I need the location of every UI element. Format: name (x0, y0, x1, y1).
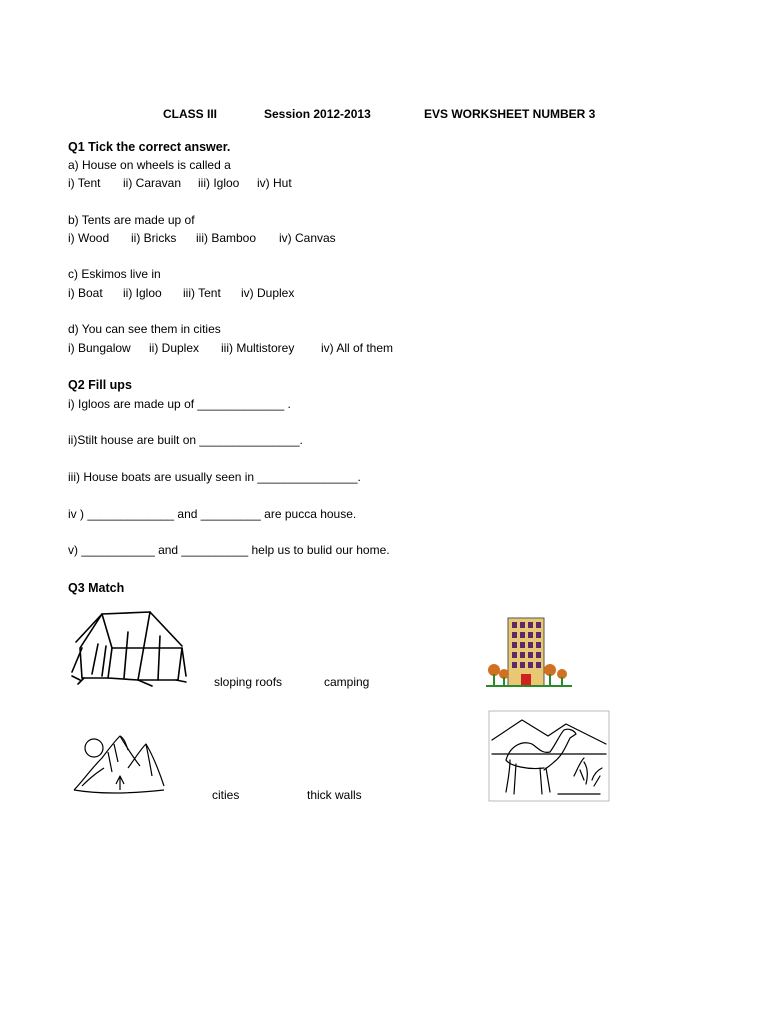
option: iii) Bamboo (196, 231, 257, 245)
q2-item: iv ) _____________ and _________ are pucca house. (68, 507, 357, 521)
q1b-options (0, 232, 768, 246)
q1-title: Q1 Tick the correct answer. (68, 140, 231, 154)
q2-item: ii)Stilt house are built on _______________. (68, 433, 303, 447)
option: i) Boat (68, 286, 103, 300)
worksheet-title: EVS WORKSHEET NUMBER 3 (424, 107, 596, 121)
option: iii) Igloo (198, 176, 240, 190)
tent-icon (68, 608, 190, 690)
q2-title: Q2 Fill ups (68, 378, 132, 392)
q1a-stem: a) House on wheels is called a (68, 158, 231, 172)
option: iv) Hut (257, 176, 292, 190)
q3-title: Q3 Match (68, 581, 125, 595)
building-icon (484, 614, 574, 690)
option: iv) Canvas (279, 231, 336, 245)
match-word: sloping roofs (214, 675, 283, 689)
option: iv) Duplex (241, 286, 295, 300)
match-word: cities (212, 788, 240, 802)
class-label: CLASS III (163, 107, 218, 121)
session-label: Session 2012-2013 (264, 107, 371, 121)
q2-item: i) Igloos are made up of _____________ . (68, 397, 291, 411)
option: i) Bungalow (68, 341, 131, 355)
option: ii) Bricks (131, 231, 177, 245)
option: ii) Igloo (123, 286, 162, 300)
q2-item: v) ___________ and __________ help us to bulid our home. (68, 543, 390, 557)
q1d-stem: d) You can see them in cities (68, 322, 221, 336)
option: ii) Duplex (149, 341, 200, 355)
match-word: thick walls (307, 788, 362, 802)
camel-icon (488, 710, 610, 802)
option: iii) Multistorey (221, 341, 295, 355)
option: iii) Tent (183, 286, 221, 300)
option: i) Wood (68, 231, 110, 245)
q1c-stem: c) Eskimos live in (68, 267, 161, 281)
q1a-options (0, 177, 768, 191)
q1d-options (0, 342, 768, 356)
mountains-icon (68, 706, 168, 798)
q1b-stem: b) Tents are made up of (68, 213, 195, 227)
q1c-options (0, 287, 768, 301)
option: ii) Caravan (123, 176, 182, 190)
match-word: camping (324, 675, 370, 689)
option: iv) All of them (321, 341, 394, 355)
q2-item: iii) House boats are usually seen in _______________. (68, 470, 361, 484)
option: i) Tent (68, 176, 101, 190)
